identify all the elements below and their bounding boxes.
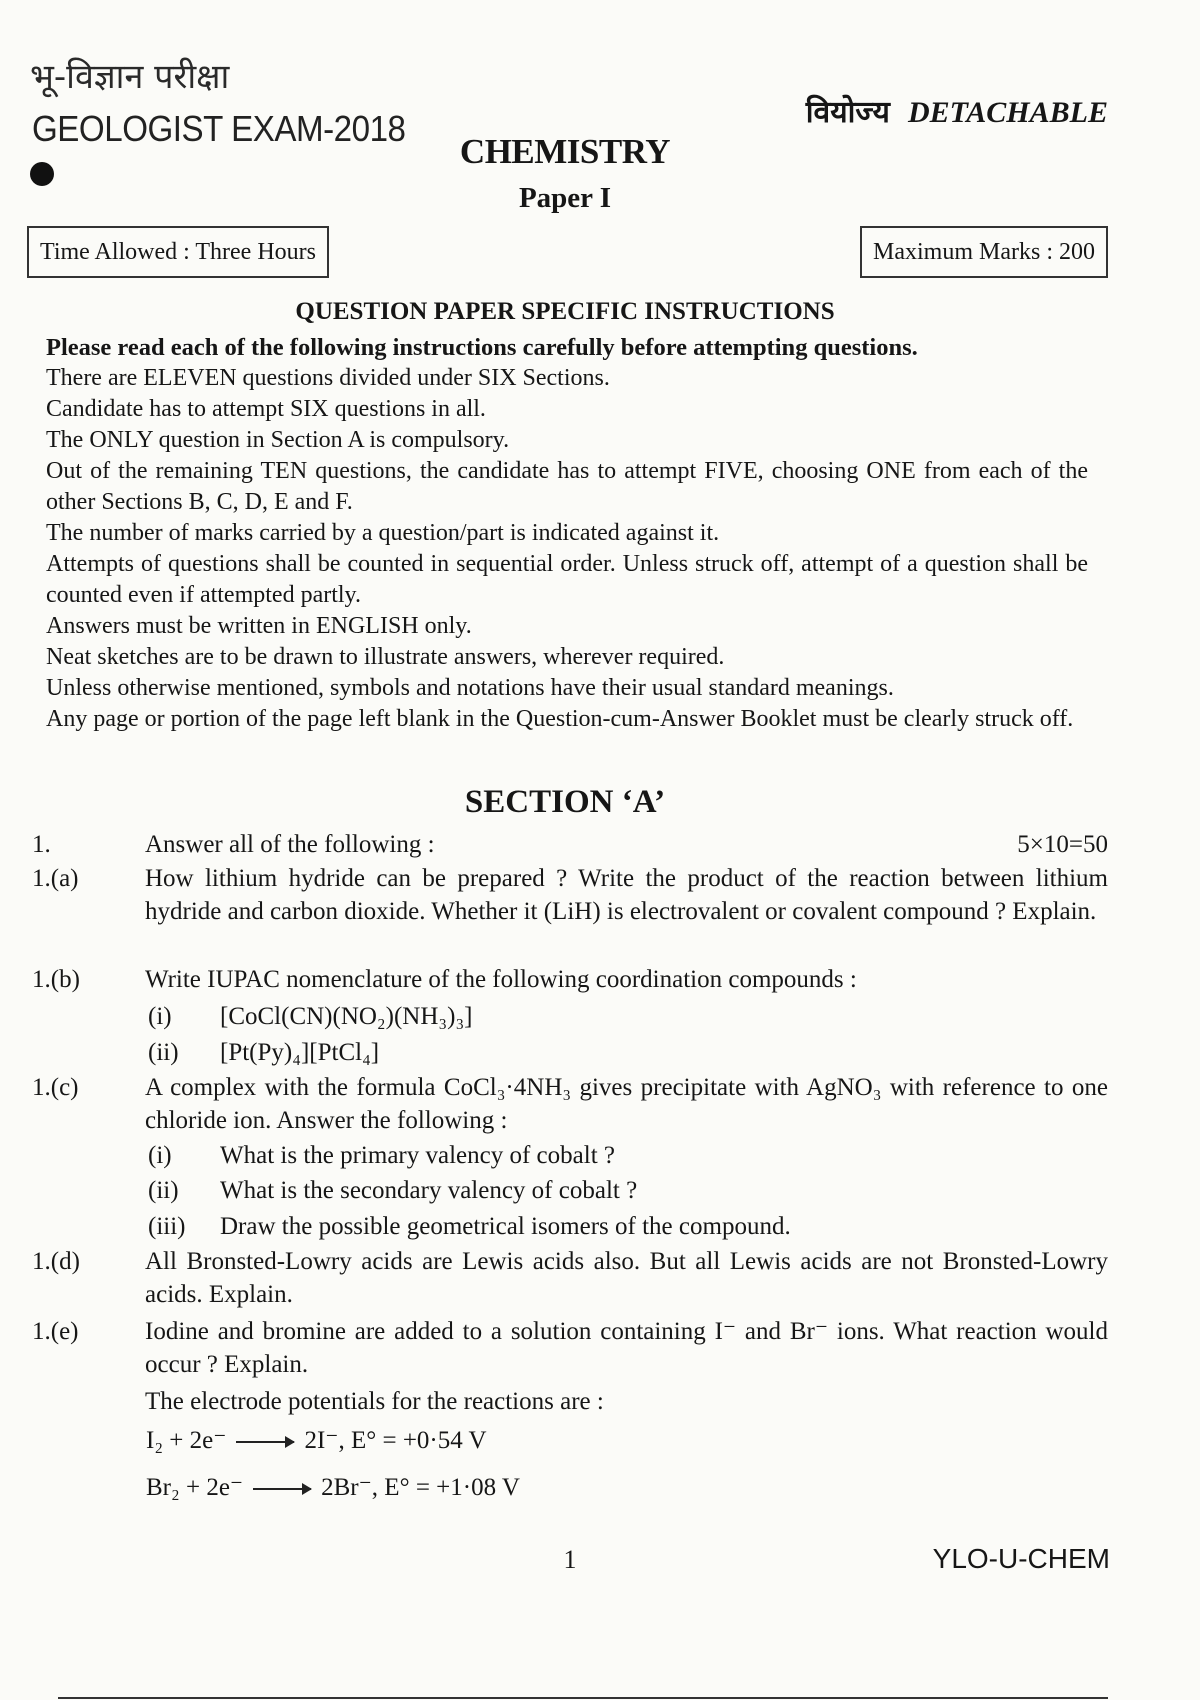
subpart-1c-i	[148, 1139, 615, 1173]
question-number: 1.	[32, 831, 51, 858]
question-1a	[32, 862, 1108, 928]
instruction-item: Answers must be written in ENGLISH only.	[46, 613, 472, 639]
hindi-exam-title: भू-विज्ञान परीक्षा	[30, 57, 230, 97]
question-number: 1.(b)	[32, 966, 80, 993]
subpart-1b-ii	[148, 1036, 379, 1070]
instruction-item: Any page or portion of the page left blank in the Question-cum-Answer Booklet must be clearly struck off.	[46, 706, 1074, 732]
question-1c	[32, 1071, 1108, 1137]
equation-left: Br₂ + 2e⁻	[146, 1474, 244, 1501]
subpart-label: (iii)	[148, 1213, 186, 1240]
instruction-item: Candidate has to attempt SIX questions in all.	[46, 396, 486, 422]
subpart-label: (ii)	[148, 1177, 179, 1204]
bottom-rule	[58, 1697, 1108, 1699]
reaction-arrow-icon	[253, 1488, 311, 1490]
equation-right: 2Br⁻, E° = +1·08 V	[321, 1474, 520, 1501]
paper-title: Paper I	[518, 182, 612, 214]
subpart-text: What is the primary valency of cobalt ?	[220, 1142, 615, 1169]
question-text: How lithium hydride can be prepared ? Write the product of the reaction between lithium hydride and carbon dioxide. Whether it (LiH) is electrovalent or covalent compound ? Explain.	[145, 865, 1108, 925]
subpart-1b-i	[148, 1000, 473, 1034]
maximum-marks-box: Maximum Marks : 200	[860, 226, 1108, 278]
question-1b	[32, 963, 1108, 996]
question-text: All Bronsted-Lowry acids are Lewis acids also. But all Lewis acids are not Bronsted-Lowry acids. Explain.	[145, 1248, 1108, 1308]
question-text: Iodine and bromine are added to a solution containing I⁻ and Br⁻ ions. What reaction would occur ? Explain.	[145, 1318, 1108, 1378]
question-marks: 5×10=50	[1017, 831, 1108, 858]
instruction-item: There are ELEVEN questions divided under SIX Sections.	[46, 365, 610, 391]
question-number: 1.(c)	[32, 1074, 79, 1101]
instruction-item: Neat sketches are to be drawn to illustrate answers, wherever required.	[46, 644, 725, 670]
question-number: 1.(a)	[32, 865, 79, 892]
detachable-hindi: वियोज्य	[805, 95, 890, 130]
time-allowed-box: Time Allowed : Three Hours	[27, 226, 329, 278]
detachable-english: DETACHABLE	[907, 96, 1108, 129]
question-1	[32, 828, 1108, 861]
subpart-label: (i)	[148, 1142, 172, 1169]
page-number: 1	[563, 1545, 577, 1574]
question-number: 1.(e)	[32, 1318, 79, 1345]
subpart-1c-ii	[148, 1174, 637, 1208]
equation-bromine	[146, 1472, 520, 1502]
reaction-arrow-icon	[236, 1441, 294, 1443]
subpart-text: [Pt(Py)₄][PtCl₄]	[220, 1039, 380, 1066]
subpart-label: (i)	[148, 1003, 172, 1030]
equation-iodine	[146, 1425, 487, 1455]
instructions-intro: Please read each of the following instructions carefully before attempting questions.	[46, 334, 918, 361]
detachable-label	[806, 90, 1108, 131]
equation-right: 2I⁻, E° = +0·54 V	[304, 1427, 487, 1454]
subpart-1c-iii	[148, 1210, 791, 1244]
question-1e	[32, 1315, 1108, 1418]
subpart-label: (ii)	[148, 1039, 179, 1066]
subject-title: CHEMISTRY	[459, 132, 671, 171]
question-text: Write IUPAC nomenclature of the following coordination compounds :	[145, 966, 857, 993]
instruction-item: The number of marks carried by a question/part is indicated against it.	[46, 520, 720, 546]
subpart-text: Draw the possible geometrical isomers of the compound.	[220, 1213, 791, 1240]
instructions-heading: QUESTION PAPER SPECIFIC INSTRUCTIONS	[295, 298, 835, 325]
paper-code: YLO-U-CHEM	[932, 1543, 1110, 1574]
question-number: 1.(d)	[32, 1248, 80, 1275]
instruction-item: Unless otherwise mentioned, symbols and notations have their usual standard meanings.	[46, 675, 894, 701]
subpart-text: What is the secondary valency of cobalt ?	[220, 1177, 638, 1204]
question-1d	[32, 1245, 1108, 1311]
instruction-item: The ONLY question in Section A is compulsory.	[46, 427, 510, 453]
equation-left: I₂ + 2e⁻	[146, 1427, 227, 1454]
instructions-list	[46, 363, 1088, 735]
question-text: A complex with the formula CoCl₃·4NH₃ gives precipitate with AgNO₃ with reference to one chloride ion. Answer the following :	[145, 1074, 1108, 1134]
instruction-item: Attempts of questions shall be counted in sequential order. Unless struck off, attempt of a question shall be counted even if attempted partly.	[46, 551, 1088, 608]
potentials-intro: The electrode potentials for the reactions are :	[145, 1388, 604, 1415]
subpart-text: [CoCl(CN)(NO₂)(NH₃)₃]	[220, 1003, 473, 1030]
section-a-title: SECTION ‘A’	[464, 784, 666, 820]
exam-title: GEOLOGIST EXAM-2018	[32, 108, 406, 149]
question-text: Answer all of the following :	[145, 831, 435, 858]
instruction-item: Out of the remaining TEN questions, the candidate has to attempt FIVE, choosing ONE from each of the other Sections B, C, D, E and F.	[46, 458, 1088, 515]
